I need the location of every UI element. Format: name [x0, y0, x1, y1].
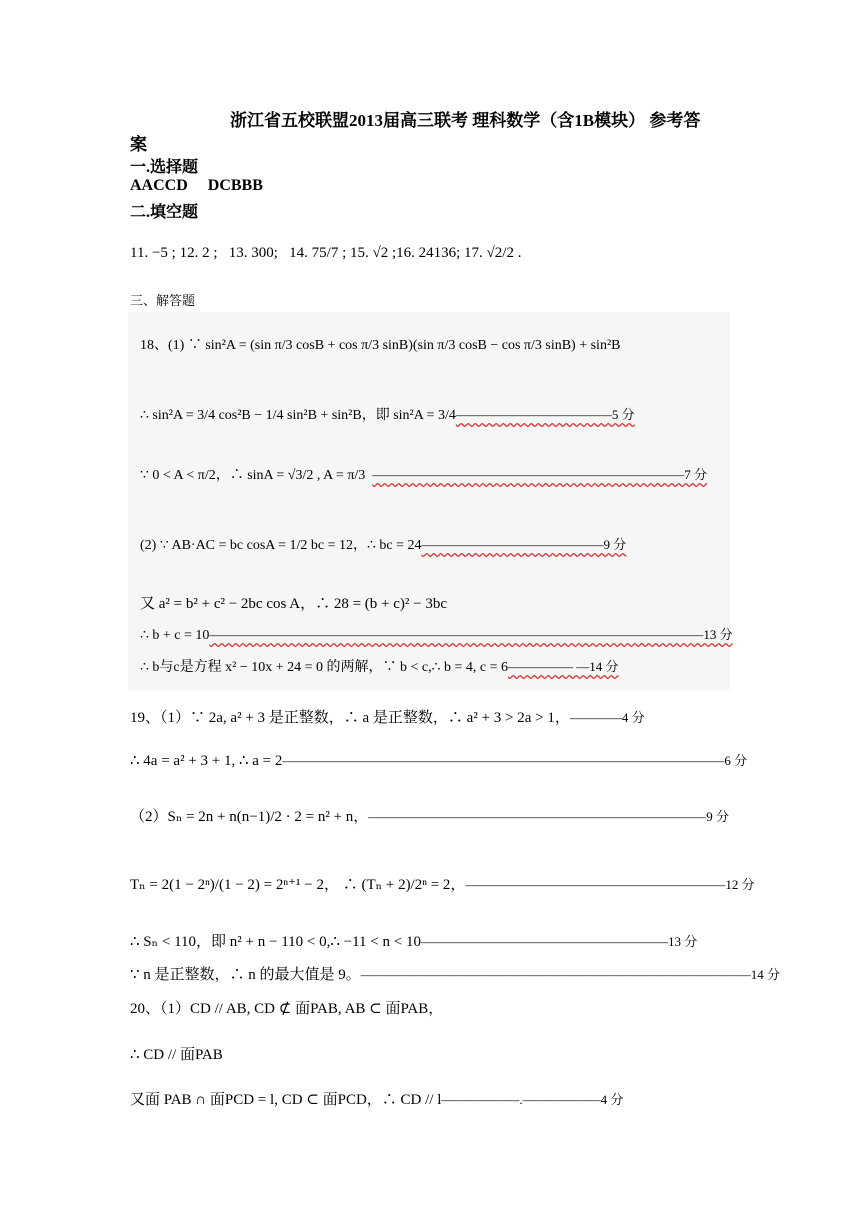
- fill-answers: 11. −5 ; 12. 2 ; 13. 300; 14. 75/7 ; 15. √2 ;16. 24136; 17. √2/2 .: [130, 245, 522, 261]
- q20-line-3-score: ——————.——————4 分: [441, 1092, 624, 1107]
- q20-line-3-text: 又面 PAB ∩ 面PCD = l, CD ⊂ 面PCD，∴ CD // l: [130, 1092, 442, 1108]
- q18-line-7: [140, 656, 619, 676]
- section-heading-choice: 一.选择题: [130, 159, 199, 176]
- q18-line-1: 18、(1) ∵ sin²A = (sin π/3 cosB + cos π/3 sinB)(sin π/3 cosB − cos π/3 sinB) + sin²B: [140, 338, 621, 353]
- q19-line-2-text: ∴ 4a = a² + 3 + 1, ∴ a = 2: [130, 753, 283, 769]
- q20-line-2: ∴ CD // 面PAB: [130, 1047, 223, 1063]
- q18-line-5: 又 a² = b² + c² − 2bc cos A，∴ 28 = (b + c)² − 3bc: [140, 596, 448, 612]
- q19-line-2: [130, 750, 747, 770]
- q19-line-4: [130, 873, 755, 894]
- q19-line-5-text: ∴ Sₙ < 110，即 n² + n − 110 < 0,∴ −11 < n < 10: [130, 934, 421, 950]
- q18-line-3-text: ∵ 0 < A < π/2，∴ sinA = √3/2 , A = π/3: [140, 468, 366, 483]
- choice-answers: AACCD DCBBB: [130, 177, 263, 194]
- q19-line-6-text: ∵ n 是正整数，∴ n 的最大值是 9。: [130, 967, 361, 983]
- q18-line-6: [140, 624, 733, 644]
- q20-line-3: [130, 1088, 623, 1109]
- q18-line-6-text: ∴ b + c = 10: [140, 628, 210, 643]
- q18-line-3-score: ————————————————————————7 分: [372, 467, 708, 482]
- section-heading-solutions: 三、解答题: [130, 293, 196, 308]
- q19-line-3-text: （2）Sₙ = 2n + n(n−1)/2 · 2 = n² + n，: [130, 809, 369, 825]
- q19-line-1-text: 19、（1）∵ 2a, a² + 3 是正整数，∴ a 是正整数，∴ a² + 3 > 2a > 1，: [130, 710, 570, 726]
- document-title-continuation: 案: [130, 135, 147, 154]
- q19-line-5: [130, 930, 697, 951]
- q18-line-2: [140, 404, 635, 424]
- section-heading-fill: 二.填空题: [130, 204, 199, 221]
- q19-line-4-score: ————————————————————12 分: [465, 877, 755, 892]
- q19-line-6-score: ——————————————————————————————14 分: [360, 967, 781, 982]
- q19-line-1: [130, 706, 645, 727]
- q19-line-5-score: ———————————————————13 分: [420, 934, 698, 949]
- q18-line-7-text: ∴ b与c是方程 x² − 10x + 24 = 0 的两解，∵ b < c,∴ b = 4, c = 6: [140, 660, 509, 675]
- q18-line-4-score: ——————————————9 分: [421, 537, 627, 552]
- q19-line-1-score: ————4 分: [569, 710, 645, 725]
- q20-line-1: 20、（1）CD // AB, CD ⊄ 面PAB, AB ⊂ 面PAB，: [130, 1001, 444, 1017]
- q18-line-4: [140, 534, 626, 554]
- q18-line-4-text: (2) ∵ AB·AC = bc cosA = 1/2 bc = 12，∴ bc = 24: [140, 538, 422, 553]
- q19-line-4-text: Tₙ = 2(1 − 2ⁿ)/(1 − 2) = 2ⁿ⁺¹ − 2， ∴ (Tₙ + 2)/2ⁿ = 2，: [130, 877, 466, 893]
- q19-line-6: [130, 963, 780, 984]
- q18-line-2-score: ————————————5 分: [455, 407, 635, 422]
- q18-line-3: [140, 464, 707, 484]
- q18-line-2-text: ∴ sin²A = 3/4 cos²B − 1/4 sin²B + sin²B，即 sin²A = 3/4: [140, 408, 456, 423]
- q19-line-3: [130, 805, 729, 826]
- q19-line-2-score: ——————————————————————————————————6 分: [282, 753, 748, 768]
- q18-line-6-score: ——————————————————————————————————————13 分: [209, 627, 733, 642]
- q18-line-7-score: ————— —14 分: [508, 659, 619, 674]
- document-title: 浙江省五校联盟2013届高三联考 理科数学（含1B模块） 参考答: [230, 111, 701, 130]
- q18-scanned-solution: [128, 312, 733, 690]
- q19-line-3-score: ——————————————————————————9 分: [368, 809, 730, 824]
